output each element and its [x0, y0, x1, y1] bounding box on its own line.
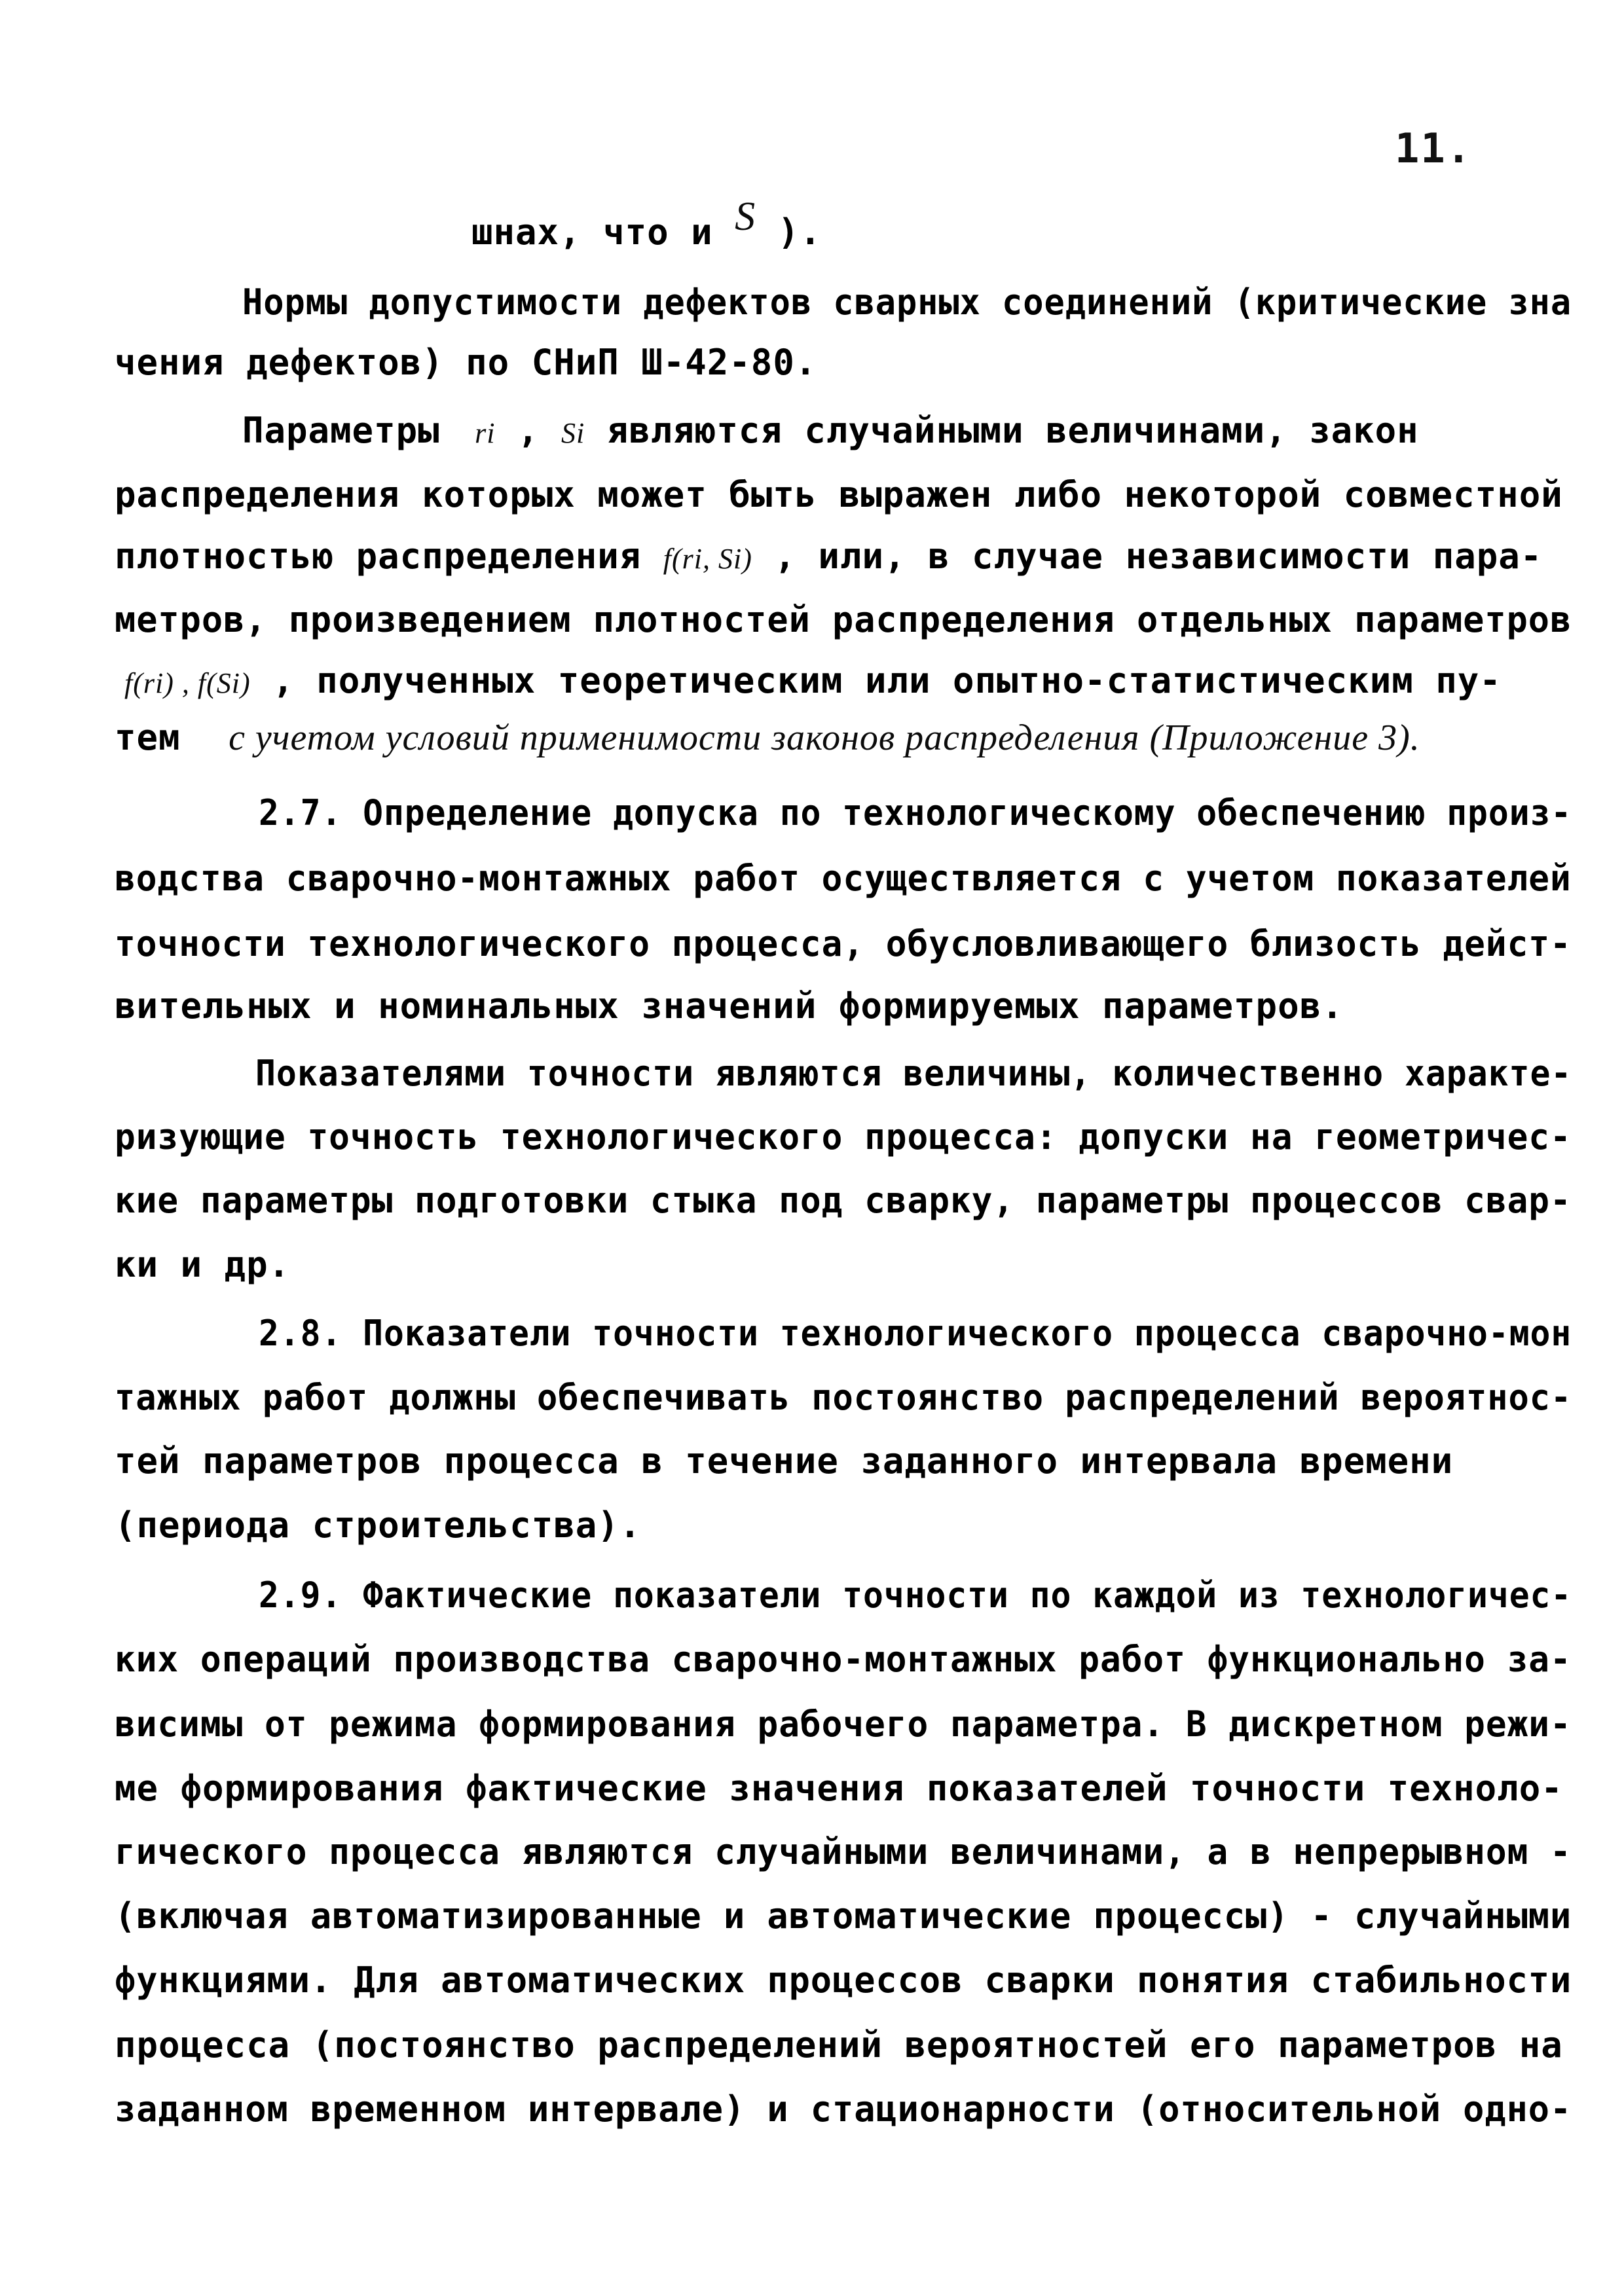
line-text: (включая автоматизированные и автоматические процессы) - случайными — [115, 1895, 1572, 1937]
line-text: шнах, что и — [471, 211, 713, 253]
handwritten-symbol: ri — [475, 417, 496, 449]
line-text: Нормы допустимости дефектов сварных соединений (критические зна — [242, 282, 1572, 323]
line-text: гического процесса являются случайными величинами, а в непрерывном - — [115, 1831, 1572, 1872]
text-line — [115, 1504, 641, 1546]
line-text: процесса (постоянство распределений вероятностей его параметров на — [115, 2024, 1563, 2066]
text-line — [115, 1440, 1453, 1482]
handwritten-symbol: S — [735, 194, 756, 239]
line-text: заданном временном интервале) и стационарности (относительной одно- — [115, 2088, 1572, 2130]
line-text: плотностью распределения — [115, 536, 642, 577]
text-line — [115, 923, 1572, 964]
line-text: функциями. Для автоматических процессов сварки понятия стабильности — [115, 1959, 1572, 2001]
text-line — [115, 985, 1344, 1027]
text-line — [115, 1116, 1572, 1157]
text-line — [115, 536, 1542, 577]
line-text: водства сварочно-монтажных работ осуществляется с учетом показателей — [115, 858, 1572, 899]
text-line — [259, 792, 1572, 833]
line-text: тей параметров процесса в течение заданного интервала времени — [115, 1440, 1454, 1482]
line-text: кие параметры подготовки стыка под сварку, параметры процессов свар- — [115, 1180, 1572, 1221]
line-text: 2.9. Фактические показатели точности по каждой из технологичес- — [259, 1575, 1572, 1616]
line-text: вительных и номинальных значений формируемых параметров. — [115, 985, 1344, 1027]
text-line — [115, 858, 1572, 899]
line-text: точности технологического процесса, обусловливающего близость дейст- — [115, 923, 1572, 964]
page-number: 11. — [1395, 124, 1472, 172]
text-line — [255, 1053, 1572, 1094]
line-text: тем — [115, 717, 181, 758]
text-line — [259, 1313, 1572, 1354]
line-text: Параметры — [242, 410, 440, 451]
line-text-after: ). — [777, 211, 822, 253]
text-line — [124, 660, 1502, 701]
line-text: висимы от режима формирования рабочего параметра. В дискретном режи- — [115, 1704, 1572, 1745]
text-line — [115, 717, 1420, 759]
text-line — [115, 2024, 1563, 2066]
handwritten-formula: f(ri) , f(Si) — [124, 667, 251, 699]
text-line — [115, 1959, 1572, 2001]
text-line — [471, 194, 822, 255]
line-text: тажных работ должны обеспечивать постоянство распределений вероятнос- — [115, 1377, 1572, 1418]
line-text: 2.8. Показатели точности технологического процесса сварочно-мон — [259, 1313, 1572, 1354]
text-line — [115, 474, 1563, 515]
line-text-mid: , — [517, 410, 562, 451]
text-line — [115, 599, 1572, 640]
text-line — [242, 282, 1572, 323]
text-line — [115, 1704, 1572, 1745]
line-text: ме формирования фактические значения показателей точности техноло- — [115, 1768, 1563, 1809]
text-line — [115, 1377, 1572, 1418]
text-line — [115, 1895, 1572, 1937]
text-line — [115, 1244, 290, 1285]
handwritten-formula: f(ri, Si) — [663, 543, 752, 575]
line-text: метров, произведением плотностей распределения отдельных параметров — [115, 599, 1572, 640]
text-line — [115, 1180, 1572, 1221]
line-text-after: , или, в случае независимости пара- — [774, 536, 1543, 577]
line-text: распределения которых может быть выражен либо некоторой совместной — [115, 474, 1563, 515]
text-line — [115, 342, 817, 383]
line-text: Показателями точности являются величины, количественно характе- — [255, 1053, 1572, 1094]
line-text: ки и др. — [115, 1244, 291, 1285]
line-text: чения дефектов) по СНиП Ш-42-80. — [115, 342, 817, 383]
text-line — [115, 1768, 1563, 1809]
line-text-after: являются случайными величинами, закон — [606, 410, 1419, 451]
text-line — [115, 1639, 1572, 1680]
handwritten-note: с учетом условий применимости законов распределения (Приложение 3). — [229, 718, 1420, 758]
line-text-after: , полученных теоретическим или опытно-статистическим пу- — [272, 660, 1502, 701]
text-line — [242, 410, 1419, 451]
text-line — [115, 2088, 1572, 2130]
line-text: ризующие точность технологического процесса: допуски на геометричес- — [115, 1116, 1572, 1157]
handwritten-symbol: Si — [561, 417, 585, 449]
text-line — [115, 1831, 1572, 1872]
line-text: (периода строительства). — [115, 1504, 642, 1546]
line-text: ких операций производства сварочно-монтажных работ функционально за- — [115, 1639, 1572, 1680]
text-line — [259, 1575, 1572, 1616]
line-text: 2.7. Определение допуска по технологическому обеспечению произ- — [259, 792, 1572, 833]
